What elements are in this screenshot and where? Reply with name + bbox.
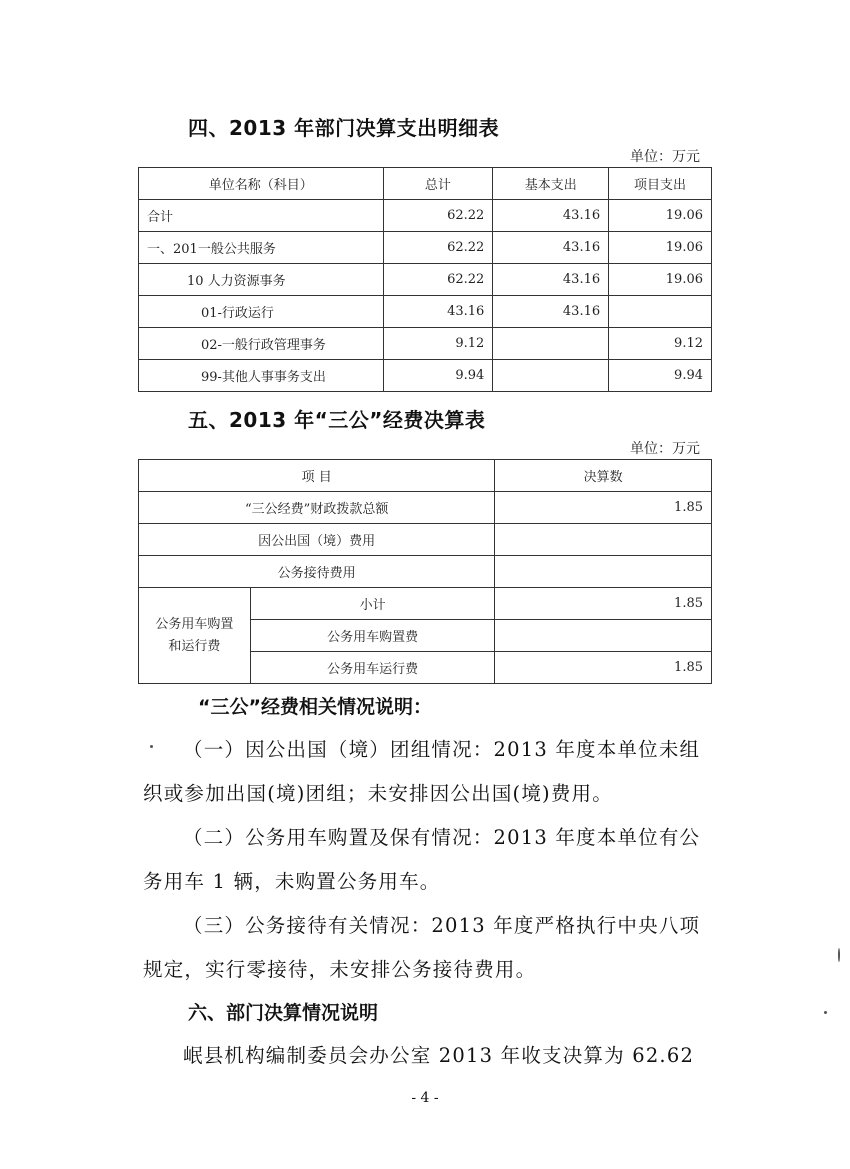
cell-value	[495, 524, 712, 556]
table-row	[139, 328, 712, 360]
row-label: 02-一般行政管理事务	[139, 328, 384, 360]
cell-value: 1.85	[495, 588, 712, 620]
cell-project: 19.06	[609, 232, 712, 264]
group-label: 公务用车购置和运行费	[139, 588, 251, 684]
section5-unit: 单位：万元	[630, 441, 700, 457]
section5-title: 五、2013 年“三公”经费决算表	[188, 408, 486, 432]
cell-basic	[493, 328, 609, 360]
page-number: - 4 -	[411, 1090, 439, 1106]
table-header-row	[139, 168, 712, 200]
cell-total: 62.22	[383, 232, 493, 264]
table-row	[139, 264, 712, 296]
scan-speck	[838, 948, 840, 962]
table-row	[139, 296, 712, 328]
row-label: 公务接待费用	[139, 556, 495, 588]
cell-total: 62.22	[383, 264, 493, 296]
expenditure-detail-table	[138, 167, 712, 392]
row-label: 01-行政运行	[139, 296, 384, 328]
column-header: 总计	[383, 168, 493, 200]
cell-basic	[493, 360, 609, 392]
cell-value	[495, 620, 712, 652]
cell-total: 9.94	[383, 360, 493, 392]
cell-total: 43.16	[383, 296, 493, 328]
section6-paragraph: 岷县机构编制委员会办公室 2013 年收支决算为 62.62	[183, 1044, 695, 1067]
cell-basic: 43.16	[493, 232, 609, 264]
note-paragraph-3: （三）公务接待有关情况：2013 年度严格执行中央八项规定，实行零接待，未安排公务接待费用。	[143, 914, 701, 981]
cell-basic: 43.16	[493, 296, 609, 328]
column-header: 单位名称（科目）	[139, 168, 384, 200]
table-row	[139, 492, 712, 524]
cell-total: 9.12	[383, 328, 493, 360]
cell-value: 1.85	[495, 652, 712, 684]
table-row	[139, 232, 712, 264]
cell-project	[609, 296, 712, 328]
row-label: 因公出国（境）费用	[139, 524, 495, 556]
scan-speck	[150, 745, 153, 748]
cell-basic: 43.16	[493, 200, 609, 232]
note-paragraph-2: （二）公务用车购置及保有情况：2013 年度本单位有公务用车 1 辆，未购置公务用车。	[143, 826, 701, 893]
notes-title: “三公”经费相关情况说明：	[198, 696, 432, 718]
table-row	[139, 360, 712, 392]
row-label: 小计	[250, 588, 495, 620]
row-label: 公务用车购置费	[250, 620, 495, 652]
section4-unit: 单位：万元	[630, 149, 700, 165]
cell-project: 19.06	[609, 264, 712, 296]
table-row	[139, 200, 712, 232]
cell-project: 9.94	[609, 360, 712, 392]
row-label: 合计	[139, 200, 384, 232]
section6-title: 六、部门决算情况说明	[188, 1002, 379, 1024]
column-header: 项 目	[139, 460, 495, 492]
note-paragraph-1: （一）因公出国（境）团组情况：2013 年度本单位未组织或参加出国(境)团组；未安排因公出国(境)费用。	[143, 738, 701, 805]
column-header: 基本支出	[493, 168, 609, 200]
section4-title: 四、2013 年部门决算支出明细表	[188, 116, 500, 140]
row-label: 一、201一般公共服务	[139, 232, 384, 264]
cell-project: 9.12	[609, 328, 712, 360]
table-row	[139, 524, 712, 556]
row-label: 公务用车运行费	[250, 652, 495, 684]
row-label: 99-其他人事事务支出	[139, 360, 384, 392]
row-label: “三公经费”财政拨款总额	[139, 492, 495, 524]
table-row	[139, 556, 712, 588]
scan-speck	[824, 1011, 827, 1014]
cell-total: 62.22	[383, 200, 493, 232]
cell-basic: 43.16	[493, 264, 609, 296]
column-header: 项目支出	[609, 168, 712, 200]
table-row	[139, 588, 712, 620]
cell-project: 19.06	[609, 200, 712, 232]
table-header-row	[139, 460, 712, 492]
column-header: 决算数	[495, 460, 712, 492]
cell-value	[495, 556, 712, 588]
cell-value: 1.85	[495, 492, 712, 524]
row-label: 10 人力资源事务	[139, 264, 384, 296]
three-public-expenses-table	[138, 459, 712, 684]
